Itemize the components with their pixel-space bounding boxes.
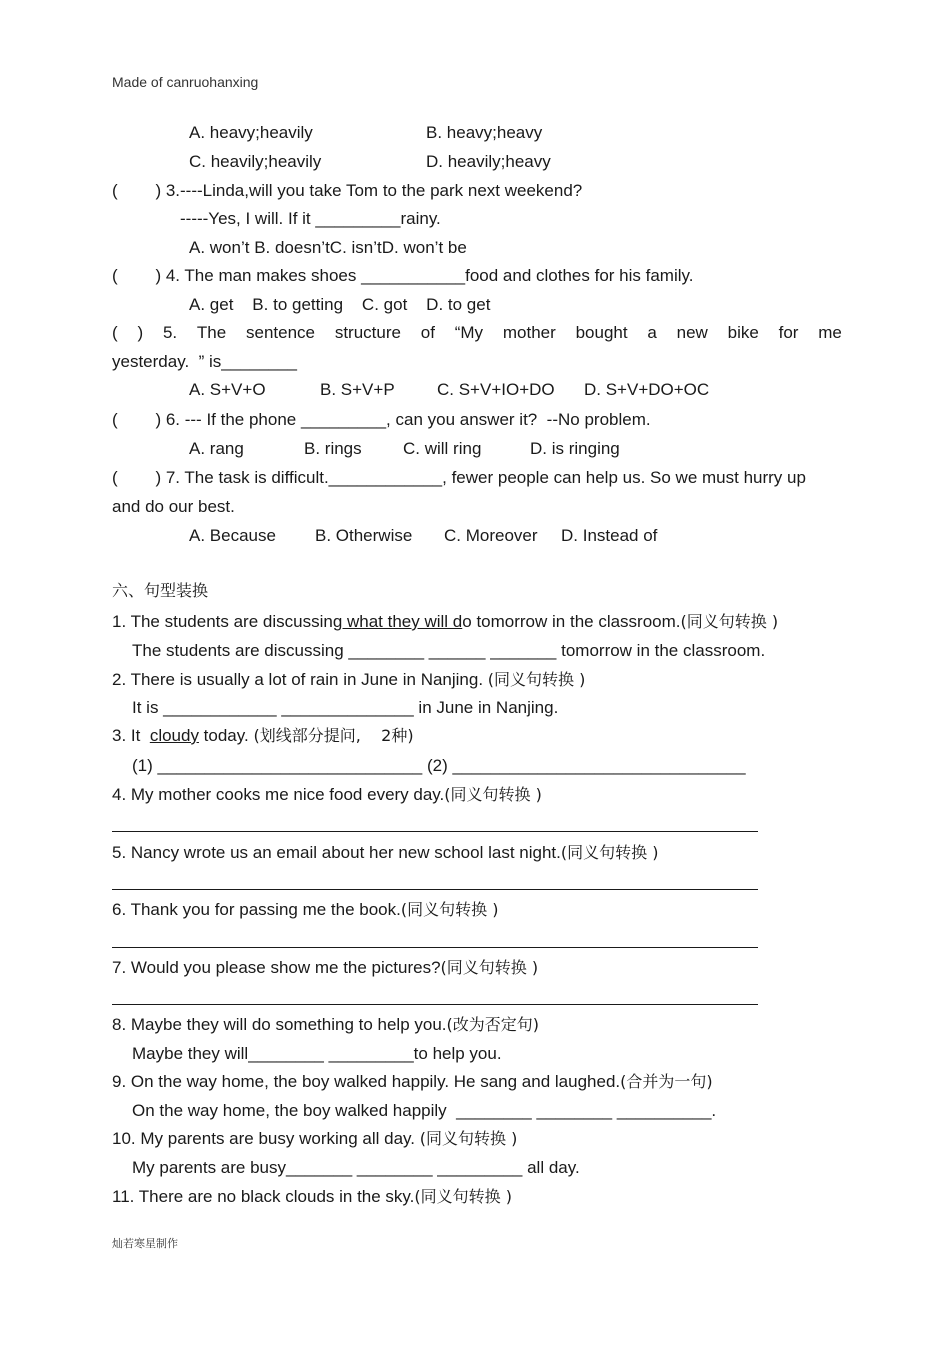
s1-text-pre: 1. The students are discussin: [112, 612, 333, 631]
s9-sentence: [112, 1072, 713, 1092]
q5-word: bought: [575, 323, 628, 342]
s6-sentence: [112, 900, 498, 920]
q5-option-c: C. S+V+IO+DO: [437, 380, 555, 399]
page-footer: 灿若寒星制作: [112, 1238, 178, 1250]
s1-text-post: o tomorrow in the classroom.: [462, 612, 681, 631]
s2-answer-line: It is ____________ ______________ in June in Nanjing.: [132, 698, 559, 717]
q5-word: “My: [454, 323, 484, 342]
q5-word: The: [196, 323, 227, 342]
s7-text: 7. Would you please show me the pictures?: [112, 958, 441, 977]
s3-text-post: today.: [198, 726, 249, 745]
s3-sentence: [112, 726, 414, 746]
q2-option-a: A. heavy;heavily: [189, 123, 313, 142]
q3-stem: ( ) 3.----Linda,will you take Tom to the park next weekend?: [112, 181, 583, 200]
s4-answer-rule: [112, 831, 758, 832]
q3-options: A. won’t B. doesn’tC. isn’tD. won’t be: [189, 238, 467, 257]
q6-option-b: B. rings: [304, 439, 362, 458]
section-title: 六、句型装换: [112, 581, 209, 600]
q7-option-c: C. Moreover: [444, 526, 538, 545]
s7-instruction: (同义句转换 ): [440, 958, 539, 977]
s6-answer-rule: [112, 947, 758, 948]
s8-answer-line: Maybe they will________ _________to help you.: [132, 1044, 502, 1063]
s4-sentence: [112, 785, 542, 805]
q3-response: -----Yes, I will. If it _________rainy.: [180, 209, 441, 228]
q5-word: for: [778, 323, 799, 342]
s1-instruction: (同义句转换 ): [680, 612, 779, 631]
q4-stem: ( ) 4. The man makes shoes ___________food and clothes for his family.: [112, 266, 694, 285]
q5-word: of: [420, 323, 435, 342]
s1-underlined: g what they will d: [332, 612, 463, 631]
s2-instruction: (同义句转换 ): [487, 670, 586, 689]
s4-text: 4. My mother cooks me nice food every day.: [112, 785, 445, 804]
q7-option-b: B. Otherwise: [315, 526, 413, 545]
q4-options: A. get B. to getting C. got D. to get: [189, 295, 491, 314]
s2-sentence: [112, 670, 585, 690]
q5-option-b: B. S+V+P: [320, 380, 395, 399]
q2-option-d: D. heavily;heavy: [426, 152, 551, 171]
q5-word: sentence: [246, 323, 316, 342]
s7-sentence: [112, 958, 538, 978]
q5-word: a: [647, 323, 657, 342]
q5-continuation: yesterday. ” is________: [112, 352, 297, 371]
s5-text: 5. Nancy wrote us an email about her new school last night.: [112, 843, 561, 862]
s6-instruction: (同义句转换 ): [400, 900, 499, 919]
s10-text: 10. My parents are busy working all day.: [112, 1129, 415, 1148]
q5-word: ): [137, 323, 144, 342]
s4-instruction: (同义句转换 ): [444, 785, 542, 804]
q7-stem: ( ) 7. The task is difficult.____________, fewer people can help us. So we must hurry up: [112, 468, 806, 487]
q5-word: (: [112, 323, 118, 342]
s9-answer-line: On the way home, the boy walked happily ________ ________ __________.: [132, 1101, 717, 1120]
q5-option-d: D. S+V+DO+OC: [584, 380, 710, 399]
s10-instruction: (同义句转换 ): [419, 1129, 518, 1148]
s3-instruction: (划线部分提问, 2种): [253, 726, 414, 745]
q5-word: me: [818, 323, 842, 342]
s5-sentence: [112, 843, 658, 863]
s10-sentence: [112, 1129, 517, 1149]
s8-text: 8. Maybe they will do something to help you.: [112, 1015, 447, 1034]
q5-stem: [112, 323, 842, 343]
q6-option-c: C. will ring: [403, 439, 482, 458]
s6-text: 6. Thank you for passing me the book.: [112, 900, 401, 919]
s11-text: 11. There are no black clouds in the sky.: [112, 1187, 415, 1206]
q5-word: structure: [334, 323, 401, 342]
q7-option-a: A. Because: [189, 526, 276, 545]
q6-option-d: D. is ringing: [530, 439, 620, 458]
s3-underlined: cloudy: [149, 726, 199, 745]
q7-option-d: D. Instead of: [561, 526, 658, 545]
q6-option-a: A. rang: [189, 439, 244, 458]
s11-sentence: [112, 1187, 512, 1207]
q5-word: bike: [727, 323, 759, 342]
s11-instruction: (同义句转换 ): [414, 1187, 512, 1206]
q5-word: new: [676, 323, 708, 342]
q2-option-c: C. heavily;heavily: [189, 152, 322, 171]
s3-answer-line: (1) ____________________________ (2) _______________________________: [132, 756, 746, 775]
s8-sentence: [112, 1015, 539, 1035]
s2-text: 2. There is usually a lot of rain in June in Nanjing.: [112, 670, 484, 689]
s5-answer-rule: [112, 889, 758, 890]
s5-instruction: (同义句转换 ): [560, 843, 659, 862]
s8-instruction: (改为否定句): [446, 1015, 540, 1034]
s1-sentence: [112, 612, 778, 632]
s1-answer-line: The students are discussing ________ ______ _______ tomorrow in the classroom.: [132, 641, 766, 660]
q2-option-b: B. heavy;heavy: [426, 123, 543, 142]
q5-option-a: A. S+V+O: [189, 380, 266, 399]
s10-answer-line: My parents are busy_______ ________ _________ all day.: [132, 1158, 580, 1177]
q5-word: 5.: [162, 323, 178, 342]
page-header: Made of canruohanxing: [112, 74, 259, 90]
q5-word: mother: [502, 323, 556, 342]
s9-instruction: (合并为一句): [620, 1072, 713, 1091]
q6-stem: ( ) 6. --- If the phone _________, can you answer it? --No problem.: [112, 410, 651, 429]
s7-answer-rule: [112, 1004, 758, 1005]
q7-continuation: and do our best.: [112, 497, 235, 516]
s3-text-pre: 3. It: [112, 726, 146, 745]
s9-text: 9. On the way home, the boy walked happily. He sang and laughed.: [112, 1072, 621, 1091]
